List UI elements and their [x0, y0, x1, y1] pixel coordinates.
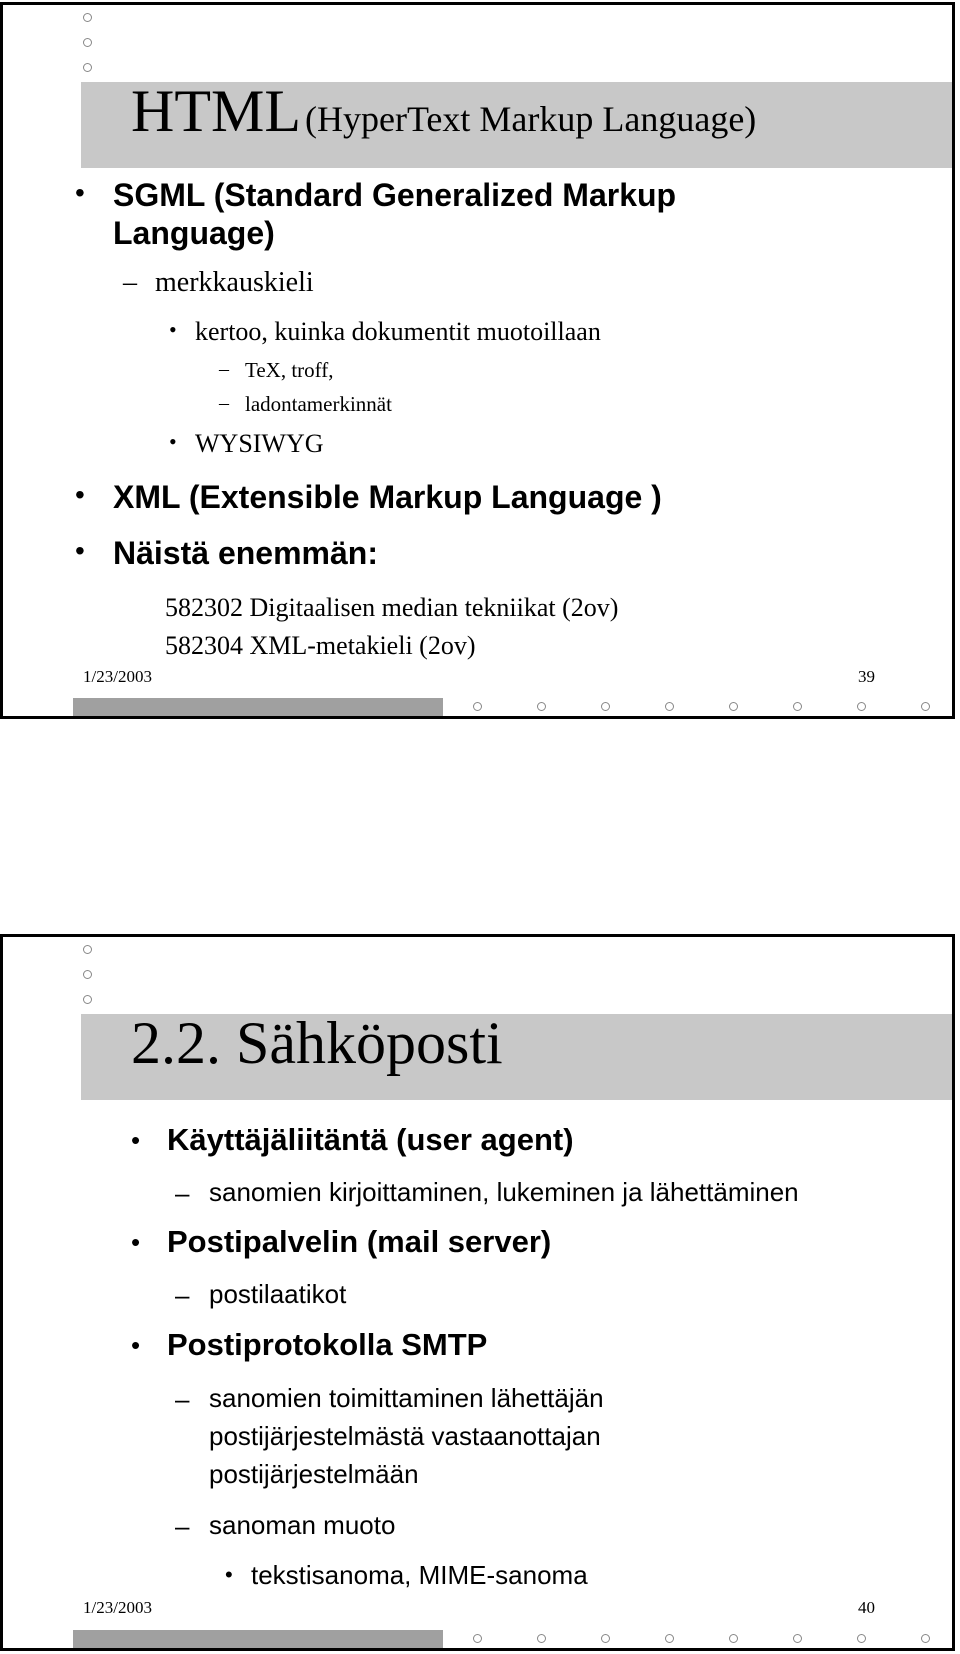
list-item: sanoman muoto — [209, 1510, 396, 1540]
bullet-dot: • — [169, 429, 177, 454]
bullet-dash: – — [175, 1280, 190, 1310]
list-item: WYSIWYG — [195, 429, 324, 458]
slide-39 — [0, 2, 955, 719]
list-item: Postiprotokolla SMTP — [167, 1327, 488, 1362]
slide-title: HTML (HyperText Markup Language) — [131, 78, 757, 144]
list-item: tekstisanoma, MIME-sanoma — [251, 1560, 588, 1590]
list-item: kertoo, kuinka dokumentit muotoillaan — [195, 317, 601, 346]
bullet-dash: – — [219, 392, 229, 414]
bullet-dot: • — [131, 1227, 141, 1257]
bullet-dot: • — [75, 535, 85, 566]
page-number: 39 — [858, 667, 875, 686]
bullet-dash: – — [175, 1384, 190, 1414]
bullet-dot: • — [75, 177, 85, 208]
page-number: 40 — [858, 1598, 875, 1617]
bullet-dot: • — [169, 317, 177, 342]
slide-40 — [0, 934, 955, 1651]
list-item: SGML (Standard Generalized Markup — [113, 177, 677, 213]
course-line: 582304 XML-metakieli (2ov) — [165, 631, 476, 660]
bullet-dot: • — [131, 1125, 141, 1155]
bottom-bar — [73, 1630, 443, 1648]
bullet-dot: • — [225, 1562, 233, 1587]
list-item: postilaatikot — [209, 1279, 347, 1309]
list-item: sanomien toimittaminen lähettäjän — [209, 1383, 604, 1413]
list-item: merkkauskieli — [155, 267, 314, 298]
bullet-dash: – — [123, 267, 137, 298]
slide-title: 2.2. Sähköposti — [131, 1010, 503, 1076]
bottom-dots-decoration — [473, 702, 952, 714]
list-item: Käyttäjäliitäntä (user agent) — [167, 1122, 574, 1157]
bottom-dots-decoration — [473, 1634, 952, 1646]
list-item: ladontamerkinnät — [245, 392, 392, 416]
bottom-bar — [73, 698, 443, 716]
bullet-dot: • — [131, 1330, 141, 1360]
top-dots-decoration — [83, 13, 99, 88]
list-item: sanomien kirjoittaminen, lukeminen ja lähettäminen — [209, 1177, 799, 1207]
footer-date: 1/23/2003 — [83, 1598, 152, 1617]
course-line: 582302 Digitaalisen median tekniikat (2ov) — [165, 593, 619, 622]
list-item: postijärjestelmästä vastaanottajan — [209, 1421, 601, 1451]
list-item: TeX, troff, — [245, 358, 334, 382]
list-item: postijärjestelmään — [209, 1459, 419, 1489]
footer-date: 1/23/2003 — [83, 667, 152, 686]
bullet-dash: – — [175, 1178, 190, 1208]
bullet-dot: • — [75, 479, 85, 510]
list-item: Language) — [113, 215, 275, 251]
list-item: Postipalvelin (mail server) — [167, 1224, 552, 1259]
top-dots-decoration — [83, 945, 99, 1020]
bullet-dash: – — [219, 358, 229, 380]
list-item: XML (Extensible Markup Language ) — [113, 479, 662, 515]
list-item: Näistä enemmän: — [113, 535, 378, 571]
bullet-dash: – — [175, 1511, 190, 1541]
